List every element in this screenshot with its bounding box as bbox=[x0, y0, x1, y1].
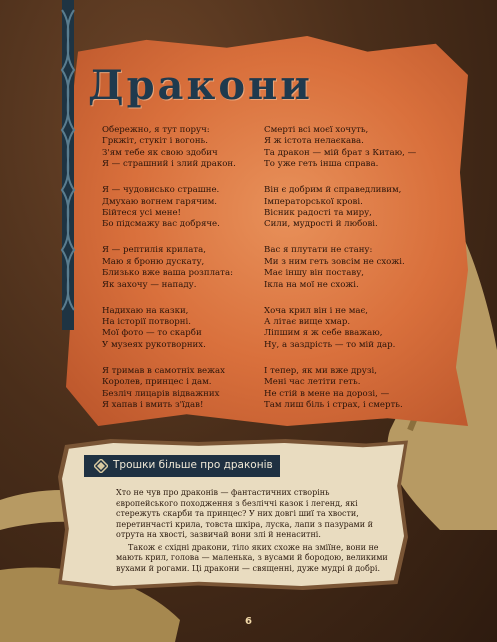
poem-stanza bbox=[102, 185, 236, 231]
poem-line: Я ж істота нелаєкава. bbox=[264, 136, 364, 147]
poem-line: Вас я плутати не стану: bbox=[264, 245, 373, 256]
poem-line: Я — рептилія крилата, bbox=[102, 245, 206, 256]
poem-line: Вісник радості та миру, bbox=[264, 208, 372, 219]
poem-line: У музеях рукотворних. bbox=[102, 339, 206, 350]
poem-line: Я — чудовисько страшне. bbox=[102, 185, 220, 196]
poem-line: Хоча крил він і не має, bbox=[264, 305, 369, 316]
poem-line: Мої фото — то скарби bbox=[102, 328, 202, 339]
poem-line: Та дракон — мій брат з Китаю, — bbox=[264, 147, 417, 158]
poem-line: Безліч лицарів відважних bbox=[102, 388, 220, 399]
poem-line: Королев, принцес і дам. bbox=[102, 377, 212, 388]
poem-stanza bbox=[264, 366, 416, 412]
info-box-text bbox=[116, 488, 392, 576]
poem-line: І тепер, як ми вже друзі, bbox=[264, 365, 377, 376]
poem-line: Не стій в мене на дорозі, — bbox=[264, 388, 390, 399]
poem-line: Імператорської крові. bbox=[264, 196, 363, 207]
info-box-heading: Трошки більше про драконів bbox=[113, 459, 273, 471]
poem-line: А літає вище хмар. bbox=[264, 317, 351, 328]
poem-stanza bbox=[264, 306, 416, 352]
knot-icon bbox=[94, 459, 108, 473]
poem-stanza bbox=[102, 125, 236, 171]
poem-line: Надихаю на казки, bbox=[102, 305, 189, 316]
poem-line: Маю я броню дускату, bbox=[102, 256, 205, 267]
page-title: Дракони bbox=[88, 62, 313, 109]
poem-line: З'ям тебе як свою здобич bbox=[102, 147, 218, 158]
poem-line: Сили, мудрості й любові. bbox=[264, 219, 378, 230]
poem-line: Мені час летіти геть. bbox=[264, 377, 361, 388]
poem-line: Гркжіт, стукіт і вогонь. bbox=[102, 136, 208, 147]
poem-line: То уже геть інша справа. bbox=[264, 159, 379, 170]
poem-stanza bbox=[264, 125, 416, 171]
poem-line: На історії потворні. bbox=[102, 317, 191, 328]
poem-line: Ми з ним геть зовсім не схожі. bbox=[264, 256, 405, 267]
poem-line: Там лиш біль і страх, і смерть. bbox=[264, 400, 403, 411]
poem-line: Смерті всі моєї хочуть, bbox=[264, 125, 369, 135]
poem-line: Бійтеся усі мене! bbox=[102, 208, 181, 219]
poem-line: Має іншу він поставу, bbox=[264, 268, 364, 279]
poem-line: Як захочу — нападу. bbox=[102, 279, 197, 290]
poem-stanza bbox=[264, 185, 416, 231]
poem-line: Дмухаю вогнем гарячим. bbox=[102, 196, 218, 207]
poem-line: Ікла на мої не схожі. bbox=[264, 279, 359, 290]
poem-stanza bbox=[102, 306, 236, 352]
page-number: 6 bbox=[245, 616, 252, 627]
poem-line: Він є добрим й справедливим, bbox=[264, 185, 402, 196]
poem-line: Бо підсмажу вас добряче. bbox=[102, 219, 220, 230]
poem-line: Ну, а заздрість — то мій дар. bbox=[264, 339, 396, 350]
poem-line: Я — страшний і злий дракон. bbox=[102, 159, 236, 170]
poem-line: Я тримав в самотніх вежах bbox=[102, 365, 226, 376]
poem-left-column bbox=[102, 125, 236, 426]
poem-line: Близько вже ваша розплата: bbox=[102, 268, 233, 279]
poem-stanza bbox=[264, 245, 416, 291]
celtic-knot-ornament bbox=[52, 0, 84, 330]
poem-line: Обережно, я тут поруч: bbox=[102, 125, 210, 135]
info-paragraph: Хто не чув про драконів — фантастичних створінь європейського походження з безліччі казок і легенд, які стережуть скарби та принцес? У них довгі шиї та хвости, перетинчасті крила, товста шкіра, луска, лапи з пазурами й отрута на хвості, зазвичай вони злі й ненаситні. bbox=[116, 488, 373, 539]
info-paragraph: Також є східні дракони, тіло яких схоже на зміїне, вони не мають крил, голова — маленька, з вусами й бородою, великими вухами й рогами. Ці дракони — священні, дуже мудрі й добрі. bbox=[116, 542, 388, 573]
poem-line: Я хапав і вмить з'їдав! bbox=[102, 400, 204, 411]
poem-line: Ліпшим я ж себе вважаю, bbox=[264, 328, 383, 339]
poem-stanza bbox=[102, 366, 236, 412]
poem-stanza bbox=[102, 245, 236, 291]
poem-right-column bbox=[264, 125, 416, 426]
